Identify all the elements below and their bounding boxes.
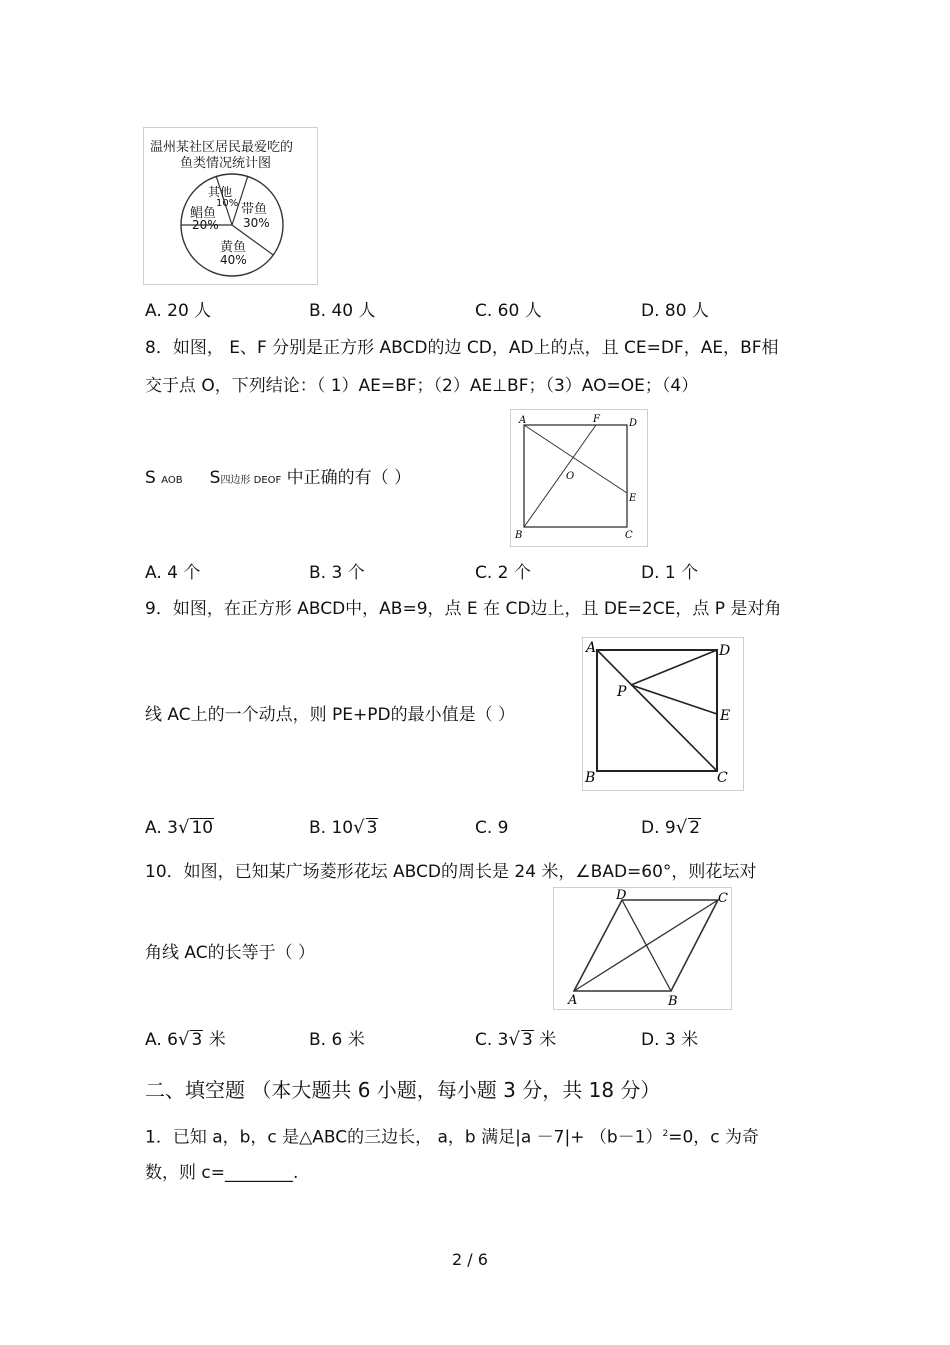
q9-label-d: D xyxy=(719,643,731,659)
q8-square-figure xyxy=(510,409,648,547)
q8-line3-tail: 中正确的有（ ） xyxy=(286,468,412,488)
q9-figure-svg xyxy=(583,638,743,790)
q8-s-aob: S AOB xyxy=(145,468,183,488)
q9-line2: 线 AC上的一个动点，则 PE+PD的最小值是（ ） xyxy=(145,705,515,725)
q10-option-b: B. 6 米 xyxy=(309,1030,365,1050)
pie-chart-figure xyxy=(143,127,318,285)
q9-option-d: D. 9√ 2 xyxy=(641,817,701,838)
q7-option-b: B. 40 人 xyxy=(309,301,376,321)
q8-label-e: E xyxy=(629,493,637,504)
q9-square-figure xyxy=(582,637,744,791)
q7-option-c: C. 60 人 xyxy=(475,301,542,321)
pie-label-changyu: 鲳鱼 xyxy=(190,206,217,221)
q8-option-c: C. 2 个 xyxy=(475,563,531,583)
q9-label-b: B xyxy=(585,770,596,786)
q8-line1: 8．如图， E、F 分别是正方形 ABCD的边 CD，AD上的点，且 CE=DF，AE，BF相 xyxy=(145,338,779,358)
q10-figure-svg xyxy=(554,888,731,1009)
pie-label-qita: 其他 xyxy=(208,185,233,199)
q10-option-a: A. 6√ 3 米 xyxy=(145,1029,226,1050)
page-number: 2 / 6 xyxy=(452,1250,488,1269)
pie-pct-qita: 10% xyxy=(216,198,239,209)
pie-title-line2: 鱼类情况统计图 xyxy=(180,156,272,171)
pie-title-line1: 温州某社区居民最爱吃的 xyxy=(150,140,294,155)
q10-option-c: C. 3√ 3 米 xyxy=(475,1029,557,1050)
q10-line1: 10．如图，已知某广场菱形花坛 ABCD的周长是 24 米，∠BAD=60°，则花坛对 xyxy=(145,862,757,882)
q9-label-a: A xyxy=(586,640,597,656)
q8-label-c: C xyxy=(625,530,633,541)
q9-label-p: P xyxy=(617,684,627,700)
q8-label-o: O xyxy=(566,471,575,482)
q9-label-c: C xyxy=(717,770,728,786)
q9-option-a: A. 3√ 10 xyxy=(145,817,214,838)
q8-option-d: D. 1 个 xyxy=(641,563,699,583)
q9-option-c: C. 9 xyxy=(475,818,509,838)
q10-label-b: B xyxy=(668,994,678,1009)
pie-pct-changyu: 20% xyxy=(192,218,219,232)
pie-pct-huangyu: 40% xyxy=(220,253,247,267)
q9-option-b: B. 10√ 3 xyxy=(309,817,378,838)
q10-option-d: D. 3 米 xyxy=(641,1030,699,1050)
q7-option-d: D. 80 人 xyxy=(641,301,709,321)
q10-line2: 角线 AC的长等于（ ） xyxy=(145,943,316,963)
fill1-line2: 数，则 c=________. xyxy=(145,1163,299,1183)
q9-line1: 9．如图，在正方形 ABCD中，AB=9，点 E 在 CD边上，且 DE=2CE，点 P 是对角 xyxy=(145,599,782,619)
q8-label-f: F xyxy=(593,414,600,425)
q8-line3 xyxy=(145,467,411,492)
q8-label-d: D xyxy=(629,418,638,429)
q8-option-a: A. 4 个 xyxy=(145,563,201,583)
q8-line2: 交于点 O，下列结论：（ 1）AE=BF；（2）AE⊥BF；（3）AO=OE；（4） xyxy=(145,376,699,396)
q10-label-d: D xyxy=(616,888,627,903)
pie-label-huangyu: 黄鱼 xyxy=(220,240,247,255)
q10-label-c: C xyxy=(718,891,728,906)
q9-label-e: E xyxy=(720,708,731,724)
pie-label-daiyu: 带鱼 xyxy=(241,202,268,217)
section2-heading: 二、填空题 （本大题共 6 小题，每小题 3 分，共 18 分） xyxy=(145,1078,661,1102)
q10-rhombus-figure xyxy=(553,887,732,1010)
q8-figure-svg xyxy=(511,410,647,546)
q10-label-a: A xyxy=(568,993,578,1008)
pie-pct-daiyu: 30% xyxy=(243,216,270,230)
q8-label-b: B xyxy=(515,530,523,541)
q8-s-deof: S四边形 DEOF xyxy=(209,468,282,488)
q8-label-a: A xyxy=(519,415,527,426)
fill1-line1: 1．已知 a，b，c 是△ABC的三边长， a，b 满足$|a -7|+ (b-1)^2=0$，c 为奇 xyxy=(145,1127,760,1148)
q8-option-b: B. 3 个 xyxy=(309,563,365,583)
q7-option-a: A. 20 人 xyxy=(145,301,212,321)
